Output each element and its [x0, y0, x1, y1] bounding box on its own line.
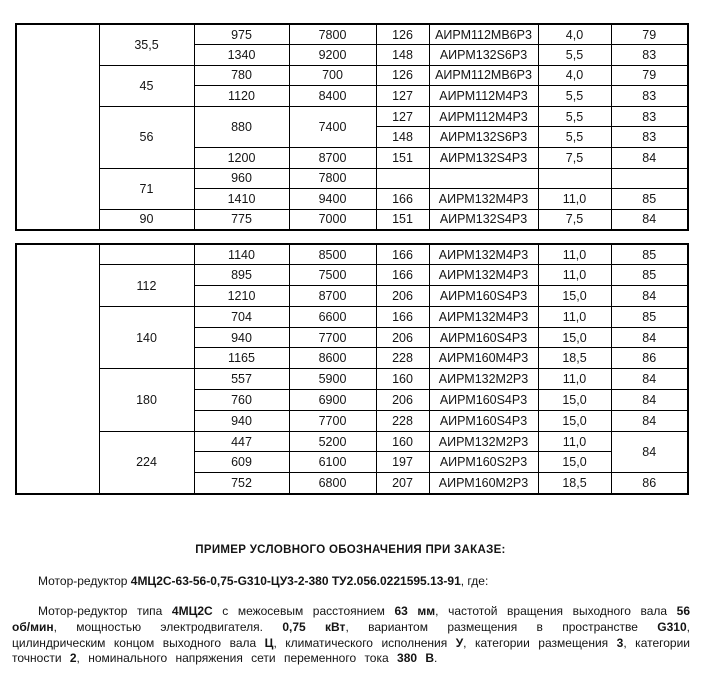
table-cell: 228	[376, 410, 429, 431]
table-cell	[429, 168, 538, 189]
table-cell: 8700	[289, 148, 376, 169]
table-cell: АИРМ112МВ6Р3	[429, 65, 538, 86]
table-cell: АИРМ132S4Р3	[429, 148, 538, 169]
table-cell: 85	[611, 244, 688, 265]
text-segment: Мотор-редуктор	[38, 574, 131, 588]
text-segment: , мощностью электродвигателя.	[53, 619, 283, 634]
table-cell: АИРМ132М2Р3	[429, 369, 538, 390]
table-cell: 1210	[194, 286, 289, 307]
table-cell: АИРМ160М2Р3	[429, 473, 538, 494]
table-row	[16, 24, 688, 45]
table-cell: 84	[611, 327, 688, 348]
table-cell: 5900	[289, 369, 376, 390]
table-cell	[611, 168, 688, 189]
table-cell: 84	[611, 390, 688, 411]
table-cell: 1340	[194, 45, 289, 66]
table-row	[16, 265, 688, 286]
text-segment: .	[434, 651, 438, 666]
table-cell: 84	[611, 148, 688, 169]
text-segment: 380 В	[397, 651, 435, 666]
table-cell: 7700	[289, 327, 376, 348]
table-cell: АИРМ112МВ6Р3	[429, 24, 538, 45]
text-segment: 3	[616, 635, 624, 650]
table-cell: 180	[99, 369, 194, 431]
table-cell: 166	[376, 265, 429, 286]
table-row	[16, 306, 688, 327]
table-cell: 15,0	[538, 452, 611, 473]
table-cell: 8500	[289, 244, 376, 265]
table-cell: 197	[376, 452, 429, 473]
table-cell: 86	[611, 473, 688, 494]
text-segment: , категории размещения	[463, 635, 617, 650]
table-cell: 609	[194, 452, 289, 473]
table-cell: 140	[99, 306, 194, 368]
table-row	[16, 168, 688, 189]
table-cell: 1120	[194, 86, 289, 107]
table-cell: 4,0	[538, 65, 611, 86]
designation-line	[12, 573, 690, 589]
table-cell: 206	[376, 390, 429, 411]
table-cell: 15,0	[538, 410, 611, 431]
table-cell: 84	[611, 369, 688, 390]
table-cell: 126	[376, 24, 429, 45]
table-cell: АИРМ132S6Р3	[429, 127, 538, 148]
table-cell: 160	[376, 369, 429, 390]
table-cell: АИРМ160S4Р3	[429, 410, 538, 431]
table-cell: 7700	[289, 410, 376, 431]
table-cell: АИРМ132М4Р3	[429, 189, 538, 210]
table-cell: 15,0	[538, 286, 611, 307]
table-cell: АИРМ132М2Р3	[429, 431, 538, 452]
text-segment: 4МЦ2С-63-56-0,75-G310-ЦУ3-2-380 ТУ2.056.0221595.13-91	[130, 574, 461, 588]
table-cell	[99, 244, 194, 265]
table-cell: 11,0	[538, 244, 611, 265]
table-cell: АИРМ112М4Р3	[429, 86, 538, 107]
table-cell: 56	[99, 106, 194, 168]
table-cell: 11,0	[538, 431, 611, 452]
text-segment: 4МЦ2С	[171, 604, 213, 618]
table-cell: АИРМ132М4Р3	[429, 244, 538, 265]
table-cell: 6600	[289, 306, 376, 327]
table-cell: 166	[376, 306, 429, 327]
table-cell: 7800	[289, 24, 376, 45]
table-cell: 447	[194, 431, 289, 452]
table-cell: 752	[194, 473, 289, 494]
table-cell: 207	[376, 473, 429, 494]
table-cell: 6900	[289, 390, 376, 411]
text-segment: , частотой вращения выходного вала	[435, 604, 677, 618]
table-row	[16, 65, 688, 86]
table-cell: 18,5	[538, 348, 611, 369]
text-segment: , категории точности	[12, 635, 691, 666]
table-cell: 8400	[289, 86, 376, 107]
table-cell: 11,0	[538, 369, 611, 390]
table-cell: 4,0	[538, 24, 611, 45]
text-segment: 56 об/мин	[12, 604, 691, 634]
table-cell: 700	[289, 65, 376, 86]
table-cell: АИРМ160S4Р3	[429, 390, 538, 411]
text-segment: G310	[657, 619, 687, 634]
table-row	[16, 431, 688, 452]
table-cell: 9400	[289, 189, 376, 210]
table-cell: АИРМ132S6Р3	[429, 45, 538, 66]
table-cell: 11,0	[538, 265, 611, 286]
table-cell: 85	[611, 306, 688, 327]
text-segment: 63 мм	[394, 604, 436, 618]
table-cell: 166	[376, 244, 429, 265]
table-cell: 11,0	[538, 189, 611, 210]
table-cell: 1200	[194, 148, 289, 169]
table-cell: 5,5	[538, 127, 611, 148]
text-segment: , цилиндрическим концом выходного вала	[12, 619, 690, 650]
table-cell: АИРМ132М4Р3	[429, 306, 538, 327]
table-cell: 895	[194, 265, 289, 286]
table-row	[16, 369, 688, 390]
table-cell: 71	[99, 168, 194, 209]
table-cell	[376, 168, 429, 189]
table-cell: 880	[194, 106, 289, 147]
table-cell: АИРМ160S4Р3	[429, 327, 538, 348]
table-cell: 85	[611, 265, 688, 286]
table-cell: АИРМ160М4Р3	[429, 348, 538, 369]
table-cell: 228	[376, 348, 429, 369]
text-segment: с межосевым расстоянием	[212, 604, 395, 618]
table-cell: 5,5	[538, 106, 611, 127]
table-cell: 90	[99, 209, 194, 230]
table-cell: 83	[611, 127, 688, 148]
table-cell: АИРМ160S2Р3	[429, 452, 538, 473]
table-cell: 18,5	[538, 473, 611, 494]
table-cell: 9200	[289, 45, 376, 66]
table-cell: 127	[376, 106, 429, 127]
table-cell: 1140	[194, 244, 289, 265]
specs-table-lower	[15, 243, 689, 495]
table-cell: 7500	[289, 265, 376, 286]
table-cell: 151	[376, 209, 429, 230]
table-cell: 79	[611, 24, 688, 45]
table-cell: 7400	[289, 106, 376, 147]
table-cell: 5,5	[538, 86, 611, 107]
table-cell: 780	[194, 65, 289, 86]
table-cell: 8600	[289, 348, 376, 369]
table-cell: 704	[194, 306, 289, 327]
table-cell: 8700	[289, 286, 376, 307]
table-cell	[16, 24, 99, 230]
table-cell: 940	[194, 410, 289, 431]
specs-table-upper	[15, 23, 689, 231]
table-cell: 45	[99, 65, 194, 106]
table-cell: 148	[376, 127, 429, 148]
table-cell	[538, 168, 611, 189]
text-segment: 0,75 кВт	[282, 619, 346, 634]
table-cell: 1165	[194, 348, 289, 369]
table-cell: 7000	[289, 209, 376, 230]
table-cell: 960	[194, 168, 289, 189]
table-cell: АИРМ132S4Р3	[429, 209, 538, 230]
table-cell: 160	[376, 431, 429, 452]
table-cell: 15,0	[538, 327, 611, 348]
table-cell: 83	[611, 45, 688, 66]
table-cell: 6800	[289, 473, 376, 494]
table-cell: АИРМ112М4Р3	[429, 106, 538, 127]
table-cell: 206	[376, 286, 429, 307]
table-row	[16, 209, 688, 230]
table-cell: 224	[99, 431, 194, 493]
table-cell: 86	[611, 348, 688, 369]
text-segment: , климатического исполнения	[273, 635, 456, 650]
text-segment: У	[455, 635, 464, 650]
text-segment: , номинального напряжения сети переменного тока	[76, 651, 398, 666]
table-cell: 975	[194, 24, 289, 45]
text-segment: , вариантом размещения в пространстве	[345, 619, 658, 634]
table-cell: 83	[611, 86, 688, 107]
table-cell: 7800	[289, 168, 376, 189]
table-cell: 166	[376, 189, 429, 210]
table-cell: 35,5	[99, 24, 194, 65]
text-segment: Мотор-редуктор типа	[38, 604, 172, 618]
table-cell: 84	[611, 209, 688, 230]
table-cell: 1410	[194, 189, 289, 210]
table-cell: 11,0	[538, 306, 611, 327]
table-cell: 127	[376, 86, 429, 107]
table-cell: 940	[194, 327, 289, 348]
table-cell: 83	[611, 106, 688, 127]
table-cell: 5,5	[538, 45, 611, 66]
table-cell: 85	[611, 189, 688, 210]
table-cell: 760	[194, 390, 289, 411]
table-cell: 7,5	[538, 148, 611, 169]
table-cell: 126	[376, 65, 429, 86]
table-cell: АИРМ160S4Р3	[429, 286, 538, 307]
table-cell: 15,0	[538, 390, 611, 411]
table-cell	[16, 244, 99, 494]
table-cell: 206	[376, 327, 429, 348]
table-cell: АИРМ132М4Р3	[429, 265, 538, 286]
table-cell: 7,5	[538, 209, 611, 230]
designation-description	[12, 604, 690, 667]
text-segment: Ц	[264, 635, 274, 650]
table-cell: 84	[611, 431, 688, 473]
table-row	[16, 244, 688, 265]
table-cell: 6100	[289, 452, 376, 473]
table-cell: 112	[99, 265, 194, 307]
table-row	[16, 106, 688, 127]
table-cell: 84	[611, 286, 688, 307]
order-example-heading: ПРИМЕР УСЛОВНОГО ОБОЗНАЧЕНИЯ ПРИ ЗАКАЗЕ:	[195, 544, 506, 556]
table-cell: 151	[376, 148, 429, 169]
table-cell: 148	[376, 45, 429, 66]
text-segment: 2	[69, 651, 77, 666]
table-cell: 79	[611, 65, 688, 86]
table-cell: 84	[611, 410, 688, 431]
table-cell: 557	[194, 369, 289, 390]
table-cell: 5200	[289, 431, 376, 452]
text-segment: , где:	[460, 574, 489, 588]
table-cell: 775	[194, 209, 289, 230]
